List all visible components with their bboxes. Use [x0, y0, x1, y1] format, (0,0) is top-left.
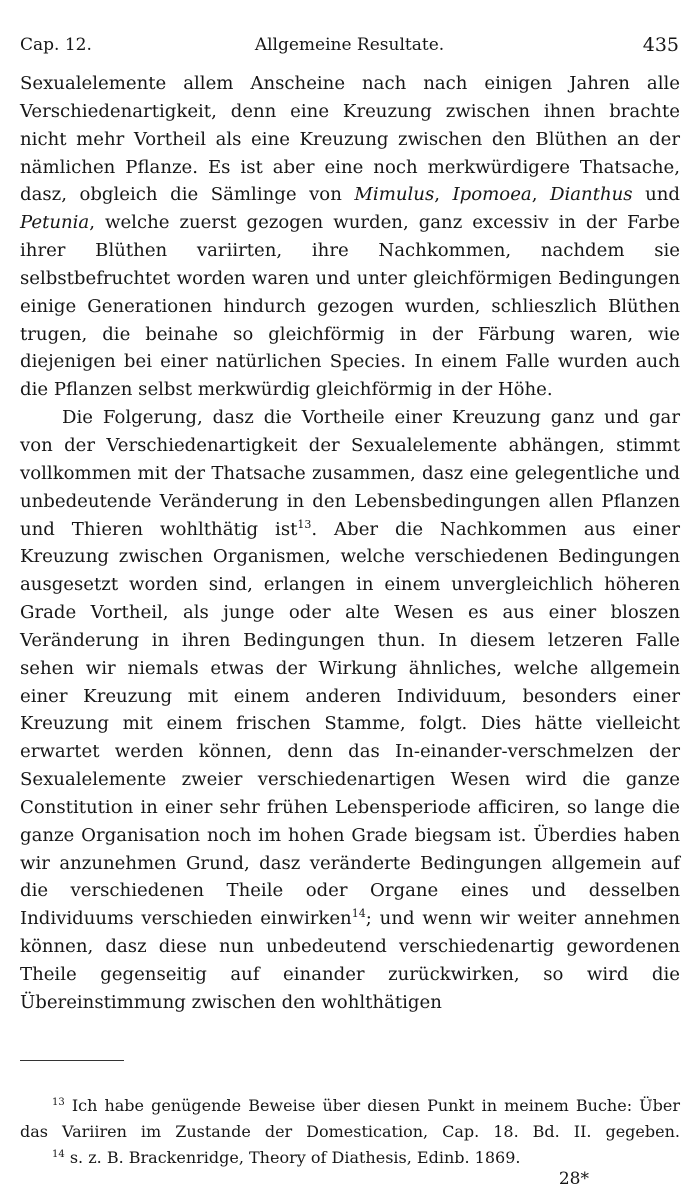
footnotes: [20, 1093, 680, 1171]
footnote-13-mark: 13: [52, 1097, 65, 1108]
paragraph-1-text: Sexualelemente allem Anscheine nach nach einigen Jahren alle Verschiedenartigkeit, denn eine Kreuzung zwischen ihnen brachte nicht mehr Vortheil als eine Kreuzung zwischen den Blüthen an der nämlichen Pflanze. Es ist aber eine noch merkwürdigere Thatsache, dasz, obgleich die Sämlinge von Mimulus, Ipomoea, Dianthus und Petunia, welche zuerst gezogen wurden, ganz excessiv in der Farbe ihrer Blüthen variirten, ihre Nachkommen, nachdem sie selbstbefruchtet worden waren und unter gleichförmigen Bedingungen einige Generationen hindurch gezogen wurden, schlieszlich Blüthen trugen, die beinahe so gleichförmig in der Färbung waren, wie diejenigen bei einer natürlichen Species. In einem Falle wurden auch die Pflanzen selbst merkwürdig gleichförmig in der Höhe.: [20, 73, 680, 401]
footnote-14-text: s. z. B. Brackenridge, Theory of Diathesis, Edinb. 1869.: [69, 1148, 521, 1167]
running-title: Allgemeine Resultate.: [254, 35, 445, 55]
paragraph-1: [20, 70, 680, 404]
footnote-13-text: Ich habe genügende Beweise über diesen Punkt in meinem Buche: Über das Variiren im Zustande der Domestication, Cap. 18. Bd. II. gegeben.: [20, 1096, 680, 1141]
footnote-14-mark: 14: [52, 1149, 65, 1160]
body-text: [20, 70, 680, 1017]
paragraph-2-text-c: ; und wenn wir weiter annehmen können, dasz diese nun unbedeutend verschiedenartig gewordenen Theile gegenseitig auf einander zurückwirken, so wird die Übereinstimmung zwischen den wohlthätigen: [20, 908, 680, 1013]
page-number: 435: [642, 34, 679, 56]
running-header: [20, 30, 679, 60]
paragraph-2-text-a: Die Folgerung, dasz die Vortheile einer Kreuzung ganz und gar von der Verschiedenartigkeit der Sexualelemente abhängen, stimmt vollkommen mit der Thatsache zusammen, dasz eine gelegentliche und unbedeutende Veränderung in den Lebensbedingungen allen Pflanzen und Thieren wohlthätig ist: [20, 407, 680, 540]
footnote-ref-14: 14: [351, 907, 366, 921]
paragraph-2-text-b: . Aber die Nachkommen aus einer Kreuzung zwischen Organismen, welche verschiedenen Bedingungen ausgesetzt worden sind, erlangen in einem unvergleichlich höheren Grade Vortheil, als junge oder alte Wesen es aus einer bloszen Veränderung in ihren Bedingungen thun. In diesem letzeren Falle sehen wir niemals etwas der Wirkung ähnliches, welche allgemein einer Kreuzung mit einem anderen Individuum, besonders einer Kreuzung mit einem frischen Stamme, folgt. Dies hätte vielleicht erwartet werden können, denn das In-einander-verschmelzen der Sexualelemente zweier verschiedenartigen Wesen wird die ganze Constitution in einer sehr frühen Lebensperiode afficiren, so lange die ganze Organisation noch im hohen Grade biegsam ist. Überdies haben wir anzunehmen Grund, dasz veränderte Bedingungen allgemein auf die verschiedenen Theile oder Organe eines und desselben Individuums verschieden einwirken: [20, 518, 680, 930]
signature-mark: 28*: [558, 1169, 589, 1189]
footnote-divider: [20, 1060, 124, 1061]
footnote-13: [20, 1093, 680, 1145]
footnote-ref-13: 13: [297, 517, 312, 531]
paragraph-2: [20, 404, 680, 1017]
chapter-label: Cap. 12.: [20, 35, 92, 55]
